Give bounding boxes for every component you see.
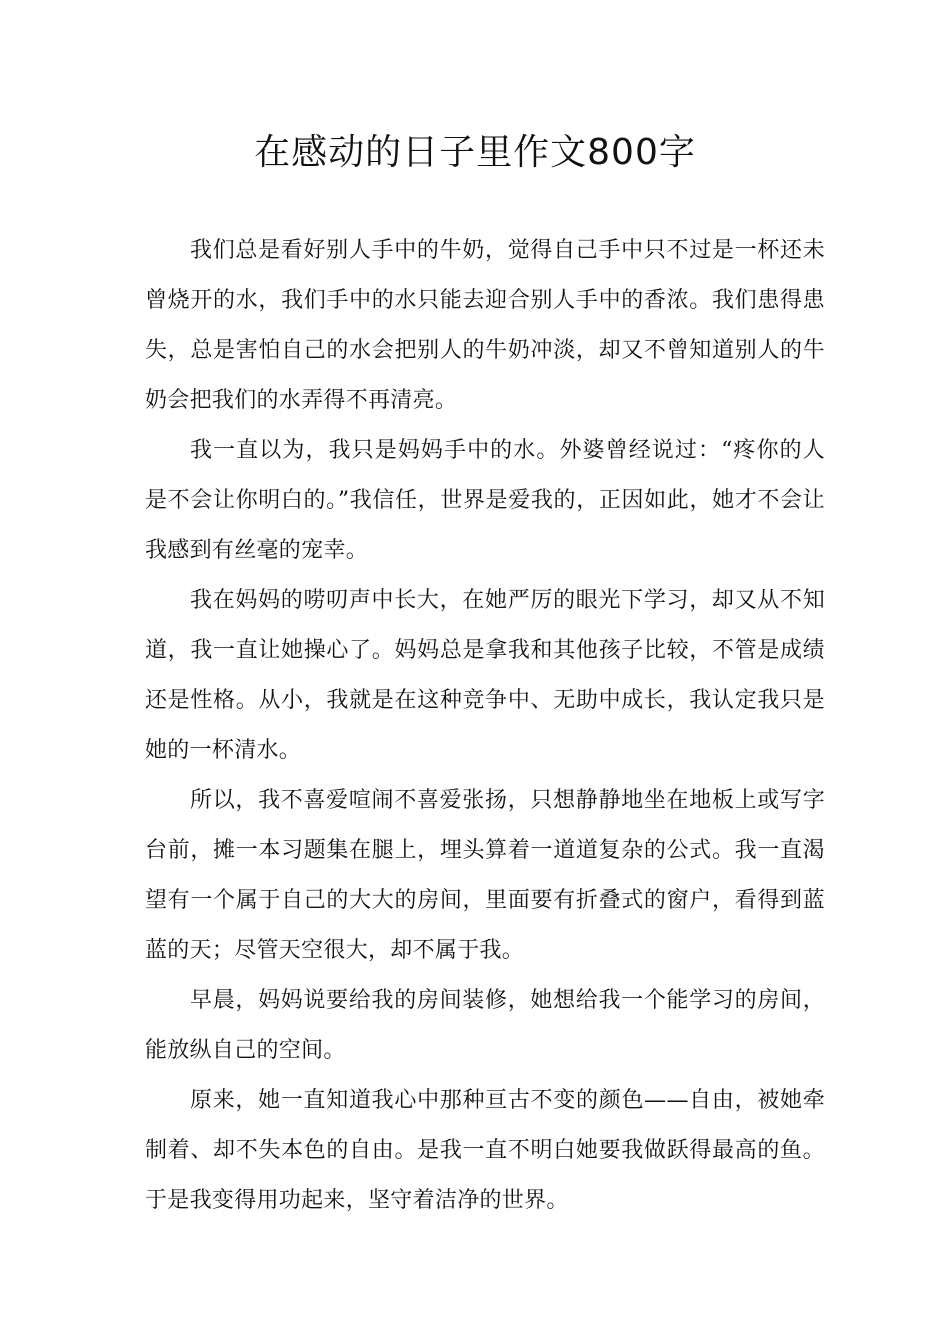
paragraph-3: 我在妈妈的唠叨声中长大，在她严厉的眼光下学习，却又从不知道，我一直让她操心了。妈妈总是拿我和其他孩子比较，不管是成绩还是性格。从小，我就是在这种竞争中、无助中成长，我认定我只是她的一杯清水。: [145, 588, 825, 763]
paragraph-5: 早晨，妈妈说要给我的房间装修，她想给我一个能学习的房间，能放纵自己的空间。: [145, 988, 825, 1063]
paragraph-2: 我一直以为，我只是妈妈手中的水。外婆曾经说过：“疼你的人是不会让你明白的。”我信任，世界是爱我的，正因如此，她才不会让我感到有丝毫的宠幸。: [145, 438, 825, 563]
paragraph-1: 我们总是看好别人手中的牛奶，觉得自己手中只不过是一杯还未曾烧开的水，我们手中的水只能去迎合别人手中的香浓。我们患得患失，总是害怕自己的水会把别人的牛奶冲淡，却又不曾知道别人的牛奶会把我们的水弄得不再清亮。: [145, 238, 825, 413]
document-body: [145, 226, 825, 1226]
paragraph-4: 所以，我不喜爱喧闹不喜爱张扬，只想静静地坐在地板上或写字台前，摊一本习题集在腿上，埋头算着一道道复杂的公式。我一直渴望有一个属于自己的大大的房间，里面要有折叠式的窗户，看得到蓝蓝的天；尽管天空很大，却不属于我。: [145, 788, 825, 963]
document-title: 在感动的日子里作文800字: [254, 132, 696, 173]
paragraph-6: 原来，她一直知道我心中那种亘古不变的颜色——自由，被她牵制着、却不失本色的自由。是我一直不明白她要我做跃得最高的鱼。于是我变得用功起来，坚守着洁净的世界。: [145, 1088, 825, 1213]
